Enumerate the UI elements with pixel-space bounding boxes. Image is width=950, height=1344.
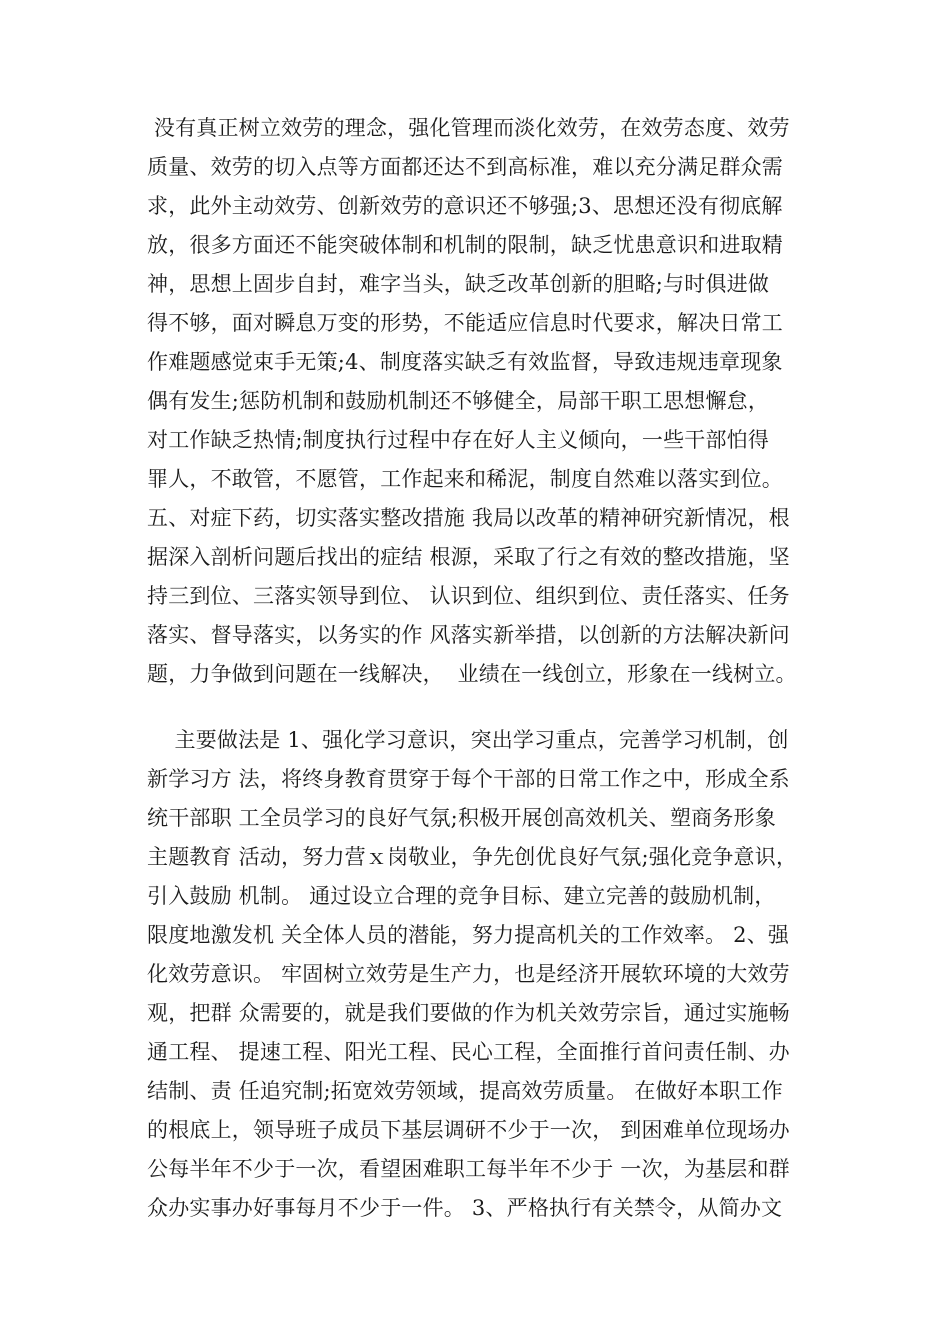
paragraph-line: 题，力争做到问题在一线解决， 业绩在一线创立，形象在一线树立。 xyxy=(147,662,797,686)
paragraph-line: 持三到位、三落实领导到位、 认识到位、组织到位、责任落实、任务 xyxy=(147,584,790,608)
paragraph-line: 罪人，不敢管，不愿管，工作起来和稀泥，制度自然难以落实到位。 xyxy=(147,467,783,491)
paragraph-line: 通工程、 提速工程、阳光工程、民心工程，全面推行首问责任制、办 xyxy=(147,1040,790,1064)
paragraph-line: 观，把群 众需要的，就是我们要做的作为机关效劳宗旨，通过实施畅 xyxy=(147,1001,790,1025)
paragraph-line: 众办实事办好事每月不少于一件。 3、严格执行有关禁令，从简办文 xyxy=(147,1196,783,1220)
paragraph-line: 主题教育 活动，努力营ｘ岗敬业，争先创优良好气氛;强化竞争意识， xyxy=(147,845,798,869)
paragraph-line: 公每半年不少于一次，看望困难职工每半年不少于 一次，为基层和群 xyxy=(147,1157,790,1181)
paragraph-line: 新学习方 法，将终身教育贯穿于每个干部的日常工作之中，形成全系 xyxy=(147,767,790,791)
paragraph-line: 偶有发生;惩防机制和鼓励机制还不够健全，局部干职工思想懈怠， xyxy=(147,389,770,413)
paragraph-line: 限度地激发机 关全体人员的潜能，努力提高机关的工作效率。 2、强 xyxy=(147,923,790,947)
paragraph-line: 神，思想上固步自封，难字当头，缺乏改革创新的胆略;与时俱进做 xyxy=(147,272,770,296)
paragraph-line: 化效劳意识。 牢固树立效劳是生产力，也是经济开展软环境的大效劳 xyxy=(147,962,790,986)
paragraph-line: 统干部职 工全员学习的良好气氛;积极开展创高效机关、塑商务形象 xyxy=(147,806,776,830)
paragraph-line: 引入鼓励 机制。 通过设立合理的竞争目标、建立完善的鼓励机制， xyxy=(147,884,776,908)
paragraph-line: 五、对症下药，切实落实整改措施 我局以改革的精神研究新情况，根 xyxy=(147,506,790,530)
paragraph-line: 得不够，面对瞬息万变的形势，不能适应信息时代要求，解决日常工 xyxy=(147,311,783,335)
paragraph-line: 结制、责 任追究制;拓宽效劳领域，提高效劳质量。 在做好本职工作 xyxy=(147,1079,783,1103)
paragraph-line: 质量、效劳的切入点等方面都还达不到高标准，难以充分满足群众需 xyxy=(147,155,783,179)
paragraph-line: 没有真正树立效劳的理念，强化管理而淡化效劳，在效劳态度、效劳 xyxy=(147,116,790,140)
paragraph-line: 放，很多方面还不能突破体制和机制的限制，缺乏忧患意识和进取精 xyxy=(147,233,783,257)
paragraph-line: 据深入剖析问题后找出的症结 根源，采取了行之有效的整改措施，坚 xyxy=(147,545,790,569)
paragraph-line: 求，此外主动效劳、创新效劳的意识还不够强;3、思想还没有彻底解 xyxy=(147,194,783,218)
paragraph-line: 主要做法是 1、强化学习意识，突出学习重点，完善学习机制，创 xyxy=(147,728,789,752)
paragraph-line: 的根底上，领导班子成员下基层调研不少于一次， 到困难单位现场办 xyxy=(147,1118,790,1142)
paragraph-line: 对工作缺乏热情;制度执行过程中存在好人主义倾向，一些干部怕得 xyxy=(147,428,770,452)
paragraph-line: 作难题感觉束手无策;4、制度落实缺乏有效监督，导致违规违章现象 xyxy=(147,350,783,374)
paragraph-line: 落实、督导落实，以务实的作 风落实新举措，以创新的方法解决新问 xyxy=(147,623,790,647)
